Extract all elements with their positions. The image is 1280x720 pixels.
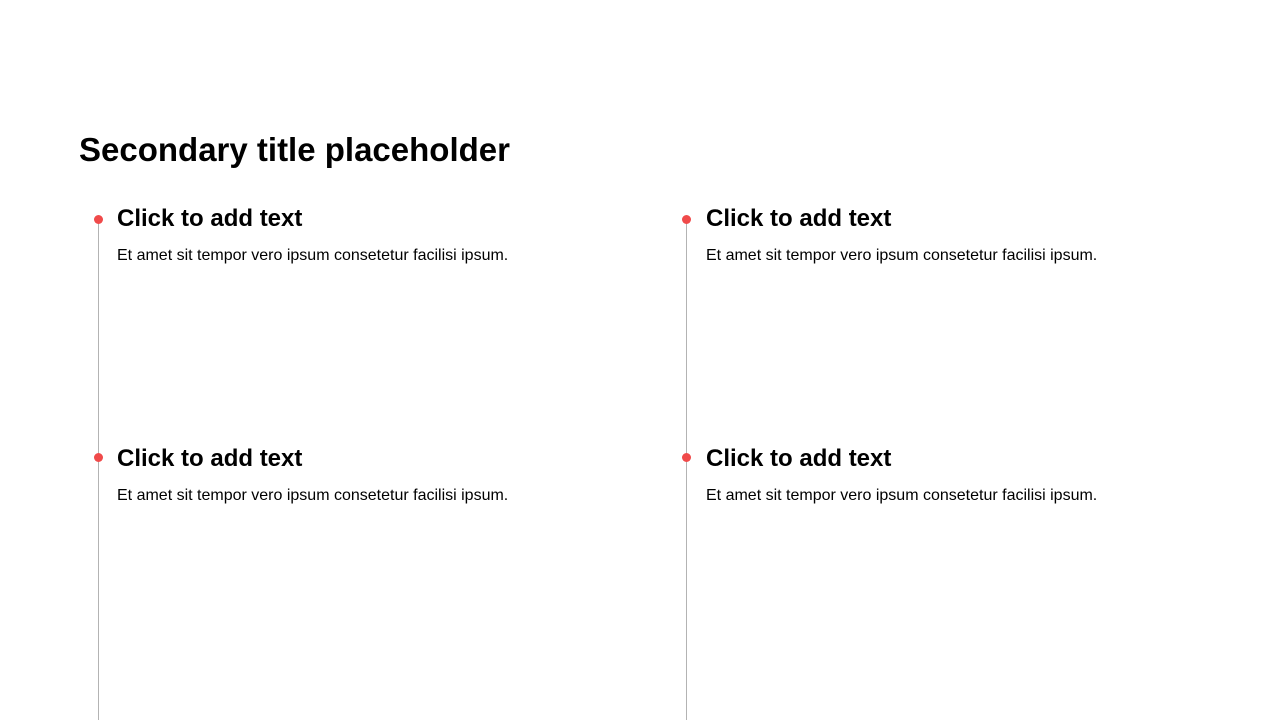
item-body-text[interactable]: Et amet sit tempor vero ipsum consetetur facilisi ipsum.	[706, 247, 1098, 264]
item-body-text[interactable]: Et amet sit tempor vero ipsum consetetur facilisi ipsum.	[117, 247, 509, 264]
content-item-3[interactable]	[117, 444, 617, 506]
item-body-text[interactable]: Et amet sit tempor vero ipsum consetetur facilisi ipsum.	[117, 487, 509, 504]
bullet-dot-icon	[682, 215, 691, 224]
item-heading[interactable]: Click to add text	[117, 445, 303, 472]
bullet-dot-icon	[94, 453, 103, 462]
content-item-2[interactable]	[706, 204, 1206, 266]
item-body-text[interactable]: Et amet sit tempor vero ipsum consetetur facilisi ipsum.	[706, 487, 1098, 504]
bullet-dot-icon	[682, 453, 691, 462]
slide-title[interactable]: Secondary title placeholder	[79, 131, 510, 168]
timeline-line-right	[686, 220, 687, 720]
timeline-line-left	[98, 220, 99, 720]
item-heading[interactable]: Click to add text	[706, 205, 892, 232]
content-item-4[interactable]	[706, 444, 1206, 506]
content-item-1[interactable]	[117, 204, 617, 266]
item-heading[interactable]: Click to add text	[117, 205, 303, 232]
item-heading[interactable]: Click to add text	[706, 445, 892, 472]
bullet-dot-icon	[94, 215, 103, 224]
